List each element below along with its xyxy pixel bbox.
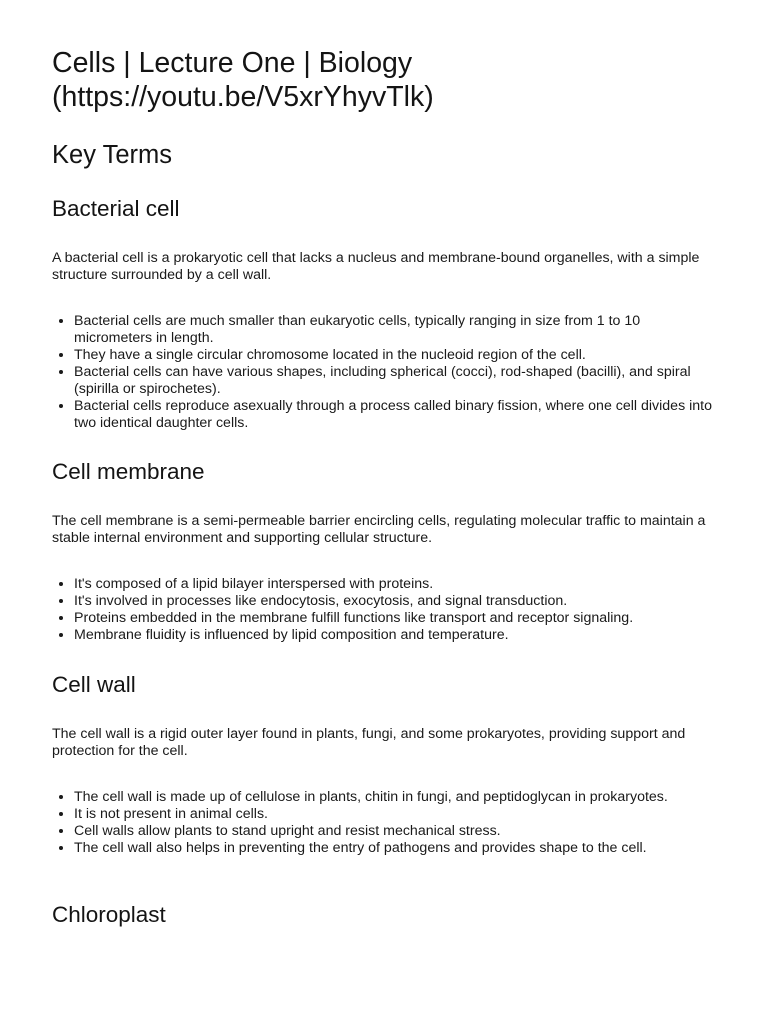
section-heading: Chloroplast <box>52 902 166 927</box>
list-item: • Bacterial cells can have various shapes, including spherical (cocci), rod-shaped (bacilli), and spiral (spirilla or spirochetes). <box>74 364 716 398</box>
section-heading: Cell wall <box>52 672 136 697</box>
section-bacterial-cell <box>52 195 716 432</box>
section-intro: The cell wall is a rigid outer layer found in plants, fungi, and some prokaryotes, providing support and protection for the cell. <box>52 726 686 759</box>
list-item: • The cell wall also helps in preventing the entry of pathogens and provides shape to the cell. <box>74 840 716 857</box>
list-item: • Cell walls allow plants to stand upright and resist mechanical stress. <box>74 823 716 840</box>
section-intro: A bacterial cell is a prokaryotic cell that lacks a nucleus and membrane-bound organelles, with a simple structure surrounded by a cell wall. <box>52 250 700 283</box>
section-heading: Cell membrane <box>52 459 205 484</box>
list-item: • The cell wall is made up of cellulose in plants, chitin in fungi, and peptidoglycan in prokaryotes. <box>74 789 716 806</box>
section-intro: The cell membrane is a semi-permeable barrier encircling cells, regulating molecular traffic to maintain a stable internal environment and supporting cellular structure. <box>52 513 706 546</box>
section-cell-wall <box>52 671 716 857</box>
bullet-list <box>52 313 716 432</box>
key-terms-heading: Key Terms <box>52 141 172 169</box>
section-heading: Bacterial cell <box>52 196 180 221</box>
list-item: • Bacterial cells are much smaller than eukaryotic cells, typically ranging in size from 1 to 10 micrometers in length. <box>74 313 716 347</box>
list-item: • Proteins embedded in the membrane fulfill functions like transport and receptor signaling. <box>74 610 716 627</box>
list-item: • Bacterial cells reproduce asexually through a process called binary fission, where one cell divides into two identical daughter cells. <box>74 398 716 432</box>
bullet-list <box>52 789 716 857</box>
section-cell-membrane <box>52 458 716 644</box>
list-item: • It is not present in animal cells. <box>74 806 716 823</box>
list-item: • Membrane fluidity is influenced by lipid composition and temperature. <box>74 627 716 644</box>
section-chloroplast <box>52 901 716 929</box>
bullet-list <box>52 576 716 644</box>
document-title: Cells | Lecture One | Biology (https://youtu.be/V5xrYhyvTlk) <box>52 47 434 113</box>
list-item: • It's involved in processes like endocytosis, exocytosis, and signal transduction. <box>74 593 716 610</box>
list-item: • They have a single circular chromosome located in the nucleoid region of the cell. <box>74 347 716 364</box>
list-item: • It's composed of a lipid bilayer interspersed with proteins. <box>74 576 716 593</box>
